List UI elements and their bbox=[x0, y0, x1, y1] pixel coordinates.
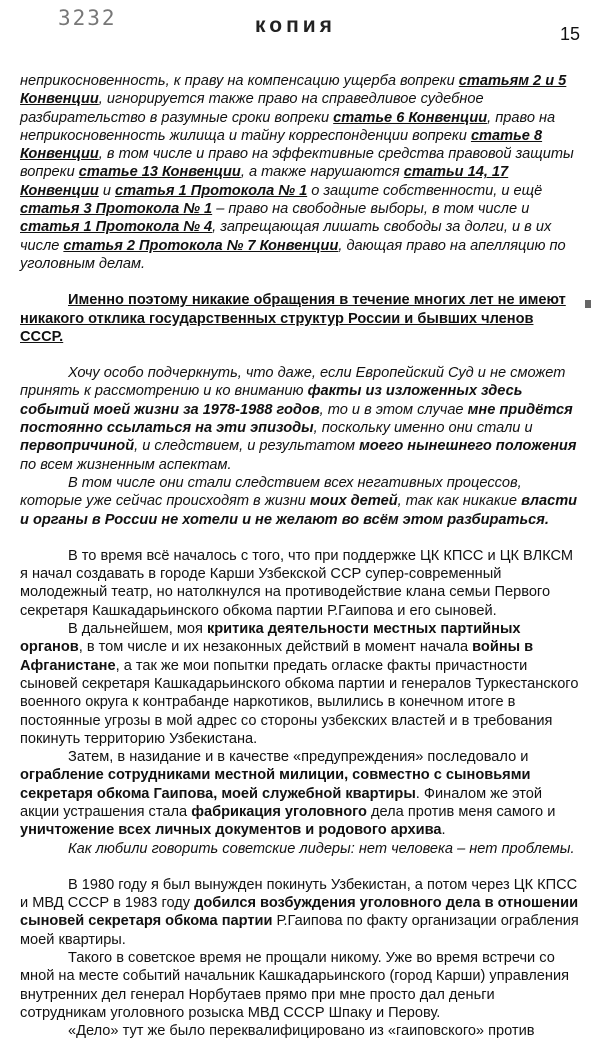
text-run: . bbox=[441, 822, 446, 839]
text-run: , и следствием, и результатом bbox=[134, 438, 360, 455]
paragraph-robbery bbox=[20, 748, 580, 839]
text-run: моих детей bbox=[309, 493, 398, 510]
paragraph-european-court bbox=[20, 364, 580, 474]
text-run: статье 6 Конвенции bbox=[333, 109, 488, 126]
paragraph-case: «Дело» тут же было переквалифицировано из «гаиповского» против bbox=[68, 1023, 535, 1040]
text-run: статьям 2 и 5 Конвенции bbox=[20, 73, 567, 108]
text-run: , игнорируется также право на справедливое судебное разбирательство в разумные сроки вопреки bbox=[20, 91, 484, 126]
text-run: уничтожение всех личных документов и родового архива bbox=[20, 822, 442, 839]
text-run: о защите собственности, и ещё bbox=[307, 182, 543, 199]
text-run: В дальнейшем, моя bbox=[68, 621, 207, 638]
paragraph-soviet-quote: Как любили говорить советские лидеры: нет человека – нет проблемы. bbox=[68, 840, 575, 857]
text-run: власти и органы в России не хотели и не желают во всём этом разбираться. bbox=[20, 493, 578, 528]
text-run: дела против меня самого и bbox=[366, 803, 556, 820]
text-run: статья 1 Протокола № 4 bbox=[20, 219, 213, 236]
text-run: первопричиной bbox=[20, 438, 135, 455]
text-run: войны в Афганистане bbox=[20, 639, 534, 674]
text-run: Затем, в назидание и в качестве «предупреждения» последовало и bbox=[68, 749, 529, 766]
text-run: , в том числе и их незаконных действий в момент начала bbox=[78, 639, 473, 656]
text-run: , а также нарушаются bbox=[240, 164, 404, 181]
text-run: , поскольку именно они стали и bbox=[313, 420, 533, 437]
paragraph-theatre: В то время всё началось с того, что при поддержке ЦК КПСС и ЦК ВЛКСМ я начал создавать в городе Карши Узбекской ССР супер-современный молодежный театр, но натолкнулся на противодействие клана семьи Первого секретаря Кашкадарьинского обкома партии Р.Гаипова и его сыновей. bbox=[20, 547, 574, 619]
text-run: статьи 14, 17 Конвенции bbox=[20, 164, 509, 199]
stamp-number: 3232 bbox=[58, 6, 117, 30]
paragraph-no-response: Именно поэтому никакие обращения в течение многих лет не имеют никакого отклика государственных структур России и бывших членов СССР. bbox=[20, 292, 566, 345]
paragraph-general: Такого в советское время не прощали никому. Уже во время встречи со мной на месте событий начальник Кашкадарьинского (город Карши) управления внутренних дел генерал Норбутаев прямо при мне просто дал деньги сотрудникам уголовного розыска МВД СССР Шпаку и Перову. bbox=[20, 950, 570, 1021]
copy-stamp: копия bbox=[255, 14, 336, 37]
scan-blot bbox=[585, 300, 591, 308]
text-run: фабрикация уголовного bbox=[191, 803, 367, 820]
text-run: ограбление сотрудниками местной милиции, совместно с сыновьями секретаря обкома Гаипова, моей служебной квартиры bbox=[20, 767, 531, 802]
document-body bbox=[20, 72, 580, 1041]
text-run: , право на неприкосновенность жилища и тайну корреспонденции вопреки bbox=[20, 109, 556, 144]
paragraph-children bbox=[20, 474, 580, 529]
text-run: статья 3 Протокола № 1 bbox=[20, 201, 213, 218]
text-run: , дающая право на апелляцию по уголовным делам. bbox=[20, 237, 566, 272]
text-run: – право на свободные выборы, в том числе и bbox=[212, 201, 530, 218]
text-run: по всем жизненным аспектам. bbox=[20, 456, 232, 473]
paragraph-1980 bbox=[20, 876, 580, 949]
text-run: Хочу особо подчеркнуть, что даже, если Европейский Суд и не сможет принять к рассмотрению и ко вниманию bbox=[20, 365, 566, 400]
text-run: неприкосновенность, к праву на компенсацию ущерба вопреки bbox=[20, 73, 459, 89]
text-run: и bbox=[98, 182, 116, 199]
text-run: , так как никакие bbox=[397, 493, 522, 510]
text-run: статья 2 Протокола № 7 Конвенции bbox=[63, 237, 339, 254]
text-run: , то и в этом случае bbox=[319, 401, 468, 418]
paragraph-convention-articles bbox=[20, 72, 580, 273]
text-run: статье 8 Конвенции bbox=[20, 127, 543, 163]
text-run: статье 13 Конвенции bbox=[78, 164, 241, 181]
text-run: Р.Гаипова по факту организации ограбления моей квартиры. bbox=[20, 913, 579, 948]
text-run: статья 1 Протокола № 1 bbox=[115, 182, 308, 199]
text-run: моего нынешнего положения bbox=[359, 438, 577, 455]
page-number: 15 bbox=[560, 24, 581, 44]
text-run: добился возбуждения уголовного дела в отношении сыновей секретаря обкома партии bbox=[20, 895, 579, 930]
text-run: В том числе они стали следствием всех негативных процессов, которые уже сейчас происходят в жизни bbox=[20, 474, 522, 510]
text-run: факты из изложенных здесь событий моей жизни за 1978-1988 годов bbox=[20, 383, 523, 418]
text-run: В 1980 году я был вынужден покинуть Узбекистан, а потом через ЦК КПСС и МВД СССР в 1983 году bbox=[20, 876, 578, 912]
text-run: , запрещающая лишать свободы за долги, и в их числе bbox=[20, 219, 552, 254]
paragraph-criticism bbox=[20, 620, 580, 748]
text-run: , в том числе и право на эффективные средства правовой защиты вопреки bbox=[20, 146, 574, 181]
text-run: мне придётся постоянно ссылаться на эти эпизоды bbox=[20, 401, 573, 437]
text-run: критика деятельности местных партийных органов bbox=[20, 621, 521, 656]
text-run: , а так же мои попытки предать огласке факты причастности сыновей секретаря Кашкадарьинского обкома партии и генералов Туркестанского военного округа к контрабанде наркотиков, вылились в конечном итоге в постоянные угрозы в мой адрес со стороны узбекских властей и в требования покинуть территорию Узбекистана. bbox=[20, 657, 579, 747]
text-run: . Финалом же этой акции устрашения стала bbox=[20, 785, 543, 820]
